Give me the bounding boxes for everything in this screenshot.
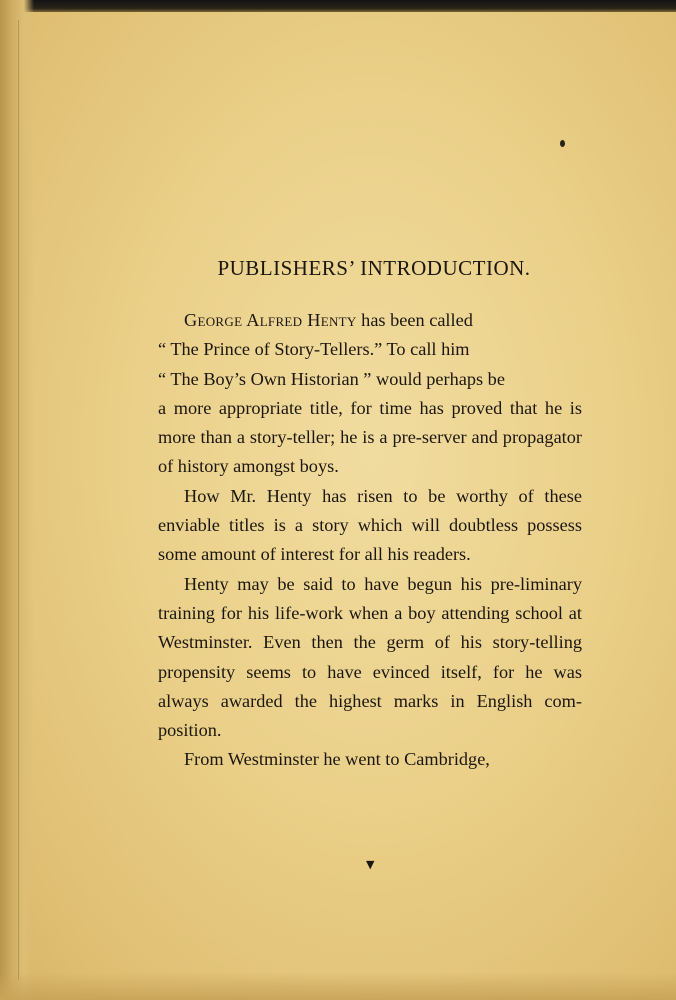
paragraph-1-line-3: “ The Boy’s Own Historian ” would perhaps be	[158, 368, 505, 389]
ink-speck	[560, 140, 565, 147]
page-top-edge	[0, 0, 676, 12]
paragraph-1-line-2: “ The Prince of Story-Tellers.” To call him	[158, 339, 470, 360]
page-bottom-edge	[0, 972, 676, 1000]
paragraph-2: How Mr. Henty has risen to be worthy of these enviable titles is a story which will doubtless possess some amount of interest for all his readers.	[158, 485, 582, 565]
spine-crease	[18, 20, 19, 980]
paragraph-3: Henty may be said to have begun his pre-liminary training for his life-work when a boy attending school at Westminster. Even then the germ of his story-telling propensity seems to have evinced itself, for he was always awarded the highest marks in English com-position.	[158, 573, 582, 741]
author-name: George Alfred Henty	[184, 310, 357, 330]
paragraph-1-rest: a more appropriate title, for time has proved that he is more than a story-teller; he is a pre-server and propagator of history amongst boys.	[158, 397, 582, 477]
introduction-text	[158, 250, 582, 775]
paragraph-1-line-1: has been called	[356, 310, 473, 330]
paragraph-1	[158, 306, 582, 482]
page-title: PUBLISHERS’ INTRODUCTION.	[217, 256, 531, 280]
paragraph-4: From Westminster he went to Cambridge,	[184, 749, 490, 770]
book-spine-shadow	[0, 0, 34, 1000]
signature-mark: ▼	[366, 858, 375, 871]
